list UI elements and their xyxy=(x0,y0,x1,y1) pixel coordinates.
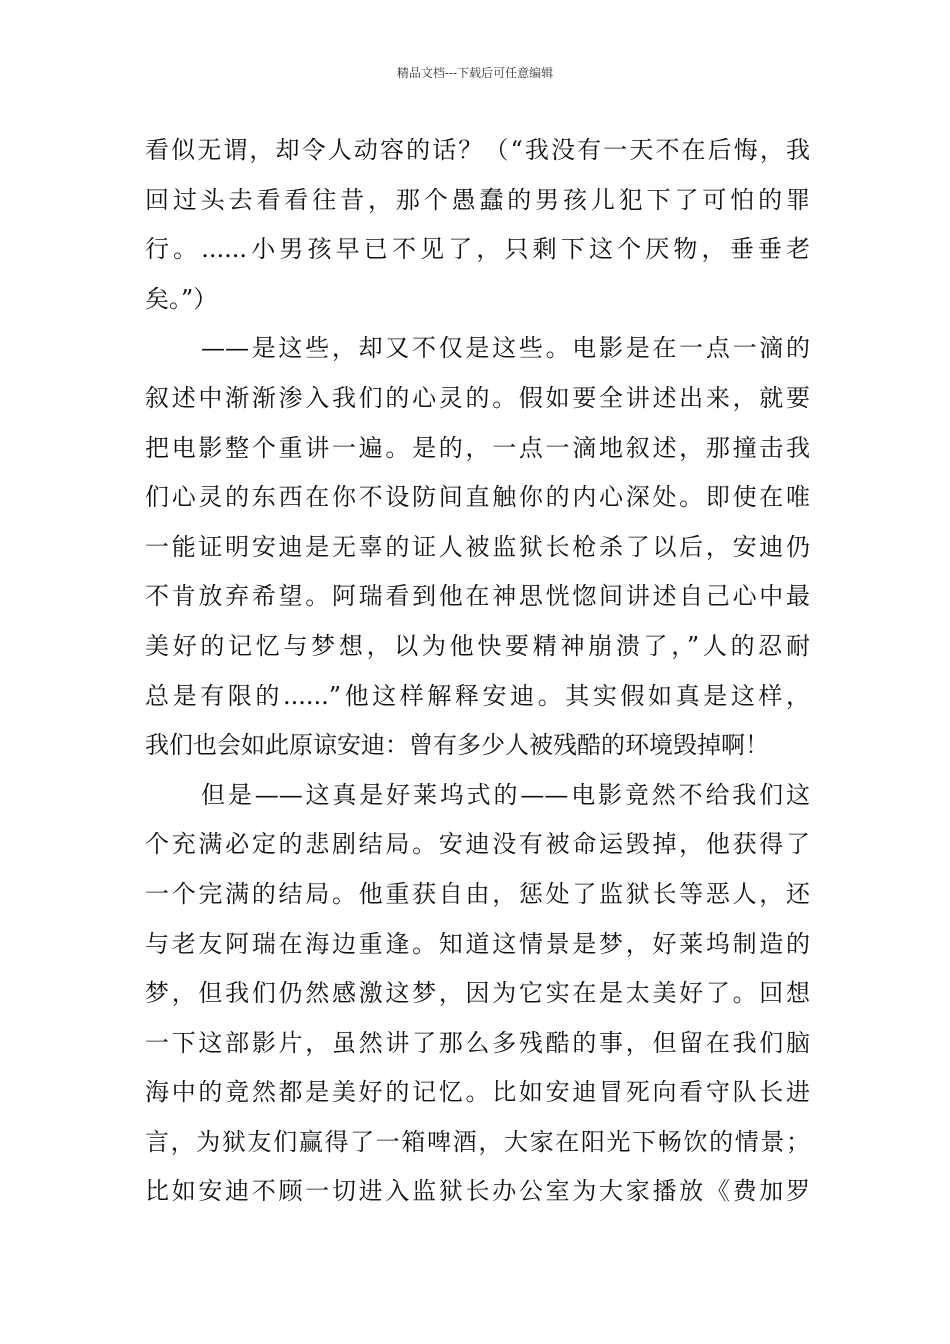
text-line: 们心灵的东西在你不设防间直触你的内心深处。即使在唯 xyxy=(145,483,810,512)
text-line: 海中的竟然都是美好的记忆。比如安迪冒死向看守队长进 xyxy=(145,1078,810,1107)
text-line: 不肯放弃希望。阿瑞看到他在神思恍惚间讲述自己心中最 xyxy=(145,582,810,611)
text-line: 叙述中渐渐渗入我们的心灵的。假如要全讲述出来，就要 xyxy=(145,383,810,412)
text-line: 回过头去看看往昔，那个愚蠢的男孩儿犯下了可怕的罪 xyxy=(145,185,810,214)
text-line: 矣。”） xyxy=(145,284,218,313)
text-line: 言，为狱友们赢得了一箱啤酒，大家在阳光下畅饮的情景； xyxy=(145,1127,810,1156)
text-line: 与老友阿瑞在海边重逢。知道这情景是梦，好莱坞制造的 xyxy=(145,929,810,958)
text-line: 把电影整个重讲一遍。是的，一点一滴地叙述，那撞击我 xyxy=(145,433,810,462)
text-line: 一能证明安迪是无辜的证人被监狱长枪杀了以后，安迪仍 xyxy=(145,532,810,561)
text-line: 比如安迪不顾一切进入监狱长办公室为大家播放《费加罗 xyxy=(145,1177,810,1206)
text-line: 一个完满的结局。他重获自由，惩处了监狱长等恶人，还 xyxy=(145,879,810,908)
text-line: ——是这些，却又不仅是这些。电影是在一点一滴的 xyxy=(201,334,810,363)
text-line: 行。......小男孩早已不见了，只剩下这个厌物，垂垂老 xyxy=(145,235,810,264)
text-line: 梦，但我们仍然感激这梦，因为它实在是太美好了。回想 xyxy=(145,979,810,1008)
text-line: 我们也会如此原谅安迪：曾有多少人被残酷的环境毁掉啊！ xyxy=(145,731,769,760)
document-body xyxy=(145,126,810,1217)
text-line: 总是有限的......”他这样解释安迪。其实假如真是这样， xyxy=(145,681,810,710)
text-line: 但是——这真是好莱坞式的——电影竟然不给我们这 xyxy=(201,780,810,809)
text-line: 美好的记忆与梦想，以为他快要精神崩溃了，”人的忍耐 xyxy=(145,631,810,660)
text-line: 看似无谓，却令人动容的话？（“我没有一天不在后悔，我 xyxy=(145,136,810,164)
text-line: 一下这部影片，虽然讲了那么多残酷的事，但留在我们脑 xyxy=(145,1028,810,1057)
text-line: 个充满必定的悲剧结局。安迪没有被命运毁掉，他获得了 xyxy=(145,830,810,859)
page-header: 精品文档---下载后可任意编辑 xyxy=(396,66,554,80)
